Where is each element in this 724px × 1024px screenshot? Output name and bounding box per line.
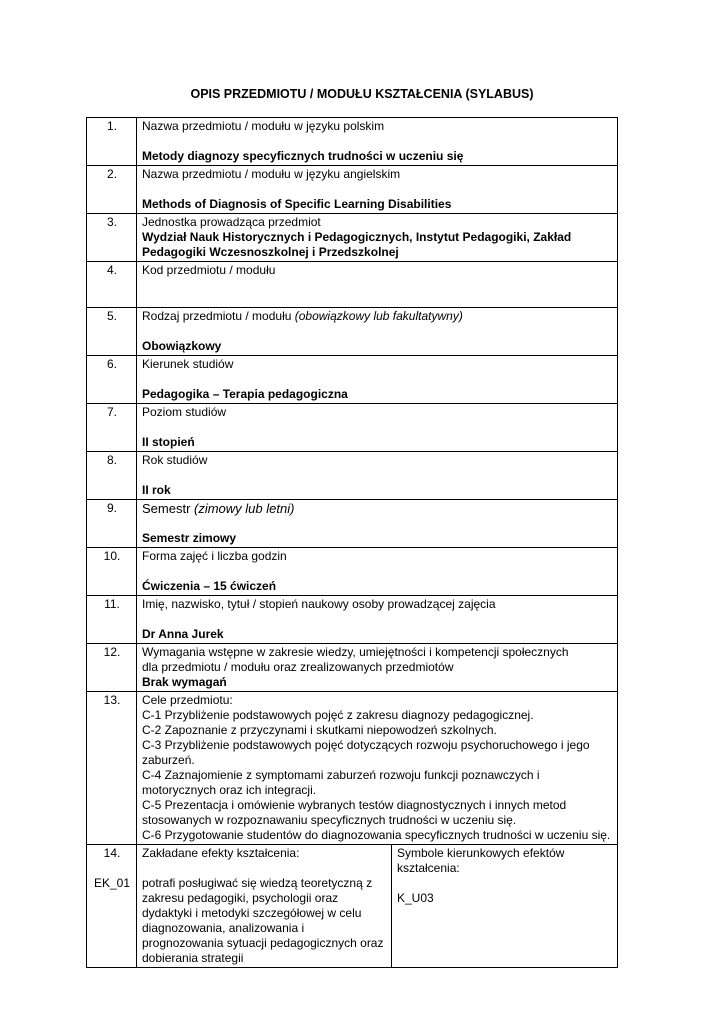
row-content — [137, 262, 618, 308]
row-label-note: (zimowy lub letni) — [194, 501, 295, 516]
row-label — [142, 501, 613, 516]
row-label-text: Semestr — [142, 501, 195, 516]
row-content — [137, 166, 618, 214]
row-content — [137, 548, 618, 596]
row-value: Dr Anna Jurek — [142, 627, 224, 641]
row-content — [137, 452, 618, 500]
row-content — [137, 404, 618, 452]
row-value: Obowiązkowy — [142, 339, 222, 353]
row-number: 7. — [87, 404, 137, 452]
goal-item: C-6 Przygotowanie studentów do diagnozowania specyficznych trudności w uczeniu się. — [142, 828, 611, 842]
effects-header: Zakładane efekty kształcenia: — [142, 846, 300, 860]
table-row — [87, 262, 618, 308]
row-label: Nazwa przedmiotu / modułu w języku angielskim — [142, 167, 401, 181]
table-row — [87, 166, 618, 214]
row-number: 8. — [87, 452, 137, 500]
row-number: 13. — [87, 692, 137, 845]
row-label: Jednostka prowadząca przedmiot — [142, 215, 321, 229]
goal-item: C-4 Zaznajomienie z symptomami zaburzeń rozwoju funkcji poznawczych i motorycznych oraz ich integracji. — [142, 768, 540, 797]
row-value: Ćwiczenia – 15 ćwiczeń — [142, 579, 277, 593]
goals-heading: Cele przedmiotu: — [142, 693, 233, 707]
table-row — [87, 118, 618, 166]
table-row — [87, 644, 618, 692]
effect-symbol: K_U03 — [397, 891, 434, 905]
row-label: Kierunek studiów — [142, 357, 234, 371]
row-number: 1. — [87, 118, 137, 166]
table-row — [87, 500, 618, 548]
table-row — [87, 452, 618, 500]
effect-code: EK_01 — [93, 876, 131, 890]
row-number: 2. — [87, 166, 137, 214]
row-number — [87, 845, 137, 968]
table-row — [87, 308, 618, 356]
row-number: 6. — [87, 356, 137, 404]
goal-item: C-5 Prezentacja i omówienie wybranych testów diagnostycznych i innych metod stosowanych w rozpoznawaniu specyficznych trudności w uczeniu się. — [142, 798, 567, 827]
goal-item: C-1 Przybliżenie podstawowych pojęć z zakresu diagnozy pedagogicznej. — [142, 708, 534, 722]
document-title: OPIS PRZEDMIOTU / MODUŁU KSZTAŁCENIA (SYLABUS) — [190, 87, 534, 101]
row-label — [142, 309, 613, 324]
row-value: Semestr zimowy — [142, 531, 237, 545]
row-number: 9. — [87, 500, 137, 548]
effects-symbols — [392, 845, 618, 968]
goal-item: C-2 Zapoznanie z przyczynami i skutkami niepowodzeń szkolnych. — [142, 723, 497, 737]
row-value: Methods of Diagnosis of Specific Learning Disabilities — [142, 197, 452, 211]
row-value: II rok — [142, 483, 171, 497]
row-value: II stopień — [142, 435, 195, 449]
row-number: 3. — [87, 214, 137, 262]
row-label: Rok studiów — [142, 453, 208, 467]
table-row — [87, 404, 618, 452]
row-value: Metody diagnozy specyficznych trudności w uczeniu się — [142, 149, 464, 163]
row-content — [137, 500, 618, 548]
table-row — [87, 548, 618, 596]
table-row — [87, 692, 618, 845]
effects-number: 14. — [103, 846, 121, 860]
row-value: Wydział Nauk Historycznych i Pedagogicznych, Instytut Pedagogiki, Zakład Pedagogiki Wczesnoszkolnej i Przedszkolnej — [142, 230, 572, 259]
row-content — [137, 644, 618, 692]
table-row — [87, 214, 618, 262]
row-label-note: (obowiązkowy lub fakultatywny) — [294, 309, 463, 323]
row-label-text: Rodzaj przedmiotu / modułu — [142, 309, 295, 323]
symbols-header: Symbole kierunkowych efektów kształcenia: — [397, 846, 565, 875]
row-content — [137, 596, 618, 644]
row-content — [137, 118, 618, 166]
row-label: Forma zajęć i liczba godzin — [142, 549, 287, 563]
row-number: 11. — [87, 596, 137, 644]
effect-text: potrafi posługiwać się wiedzą teoretyczną z zakresu pedagogiki, psychologii oraz dydaktyki i metodyki szczegółowej w celu diagnozowania, analizowania i prognozowania sytuacji pedagogicznych oraz dobierania strategii — [142, 876, 384, 965]
row-number: 4. — [87, 262, 137, 308]
row-value: Pedagogika – Terapia pedagogiczna — [142, 387, 348, 401]
row-label: Imię, nazwisko, tytuł / stopień naukowy osoby prowadzącej zajęcia — [142, 597, 496, 611]
goals-content — [137, 692, 618, 845]
row-label: Wymagania wstępne w zakresie wiedzy, umiejętności i kompetencji społecznych — [142, 645, 569, 659]
syllabus-table — [86, 117, 618, 968]
goal-item: C-3 Przybliżenie podstawowych pojęć dotyczących rozwoju psychoruchowego i jego zaburzeń. — [142, 738, 590, 767]
effects-description — [137, 845, 392, 968]
row-number: 10. — [87, 548, 137, 596]
table-row — [87, 845, 618, 968]
row-label-continued: dla przedmiotu / modułu oraz zrealizowanych przedmiotów — [142, 660, 454, 674]
row-content — [137, 308, 618, 356]
row-label: Poziom studiów — [142, 405, 227, 419]
row-label: Kod przedmiotu / modułu — [142, 263, 276, 277]
table-row — [87, 596, 618, 644]
row-value: Brak wymagań — [142, 675, 227, 689]
row-label: Nazwa przedmiotu / modułu w języku polskim — [142, 119, 385, 133]
row-number: 5. — [87, 308, 137, 356]
row-content — [137, 214, 618, 262]
table-row — [87, 356, 618, 404]
row-number: 12. — [87, 644, 137, 692]
row-content — [137, 356, 618, 404]
